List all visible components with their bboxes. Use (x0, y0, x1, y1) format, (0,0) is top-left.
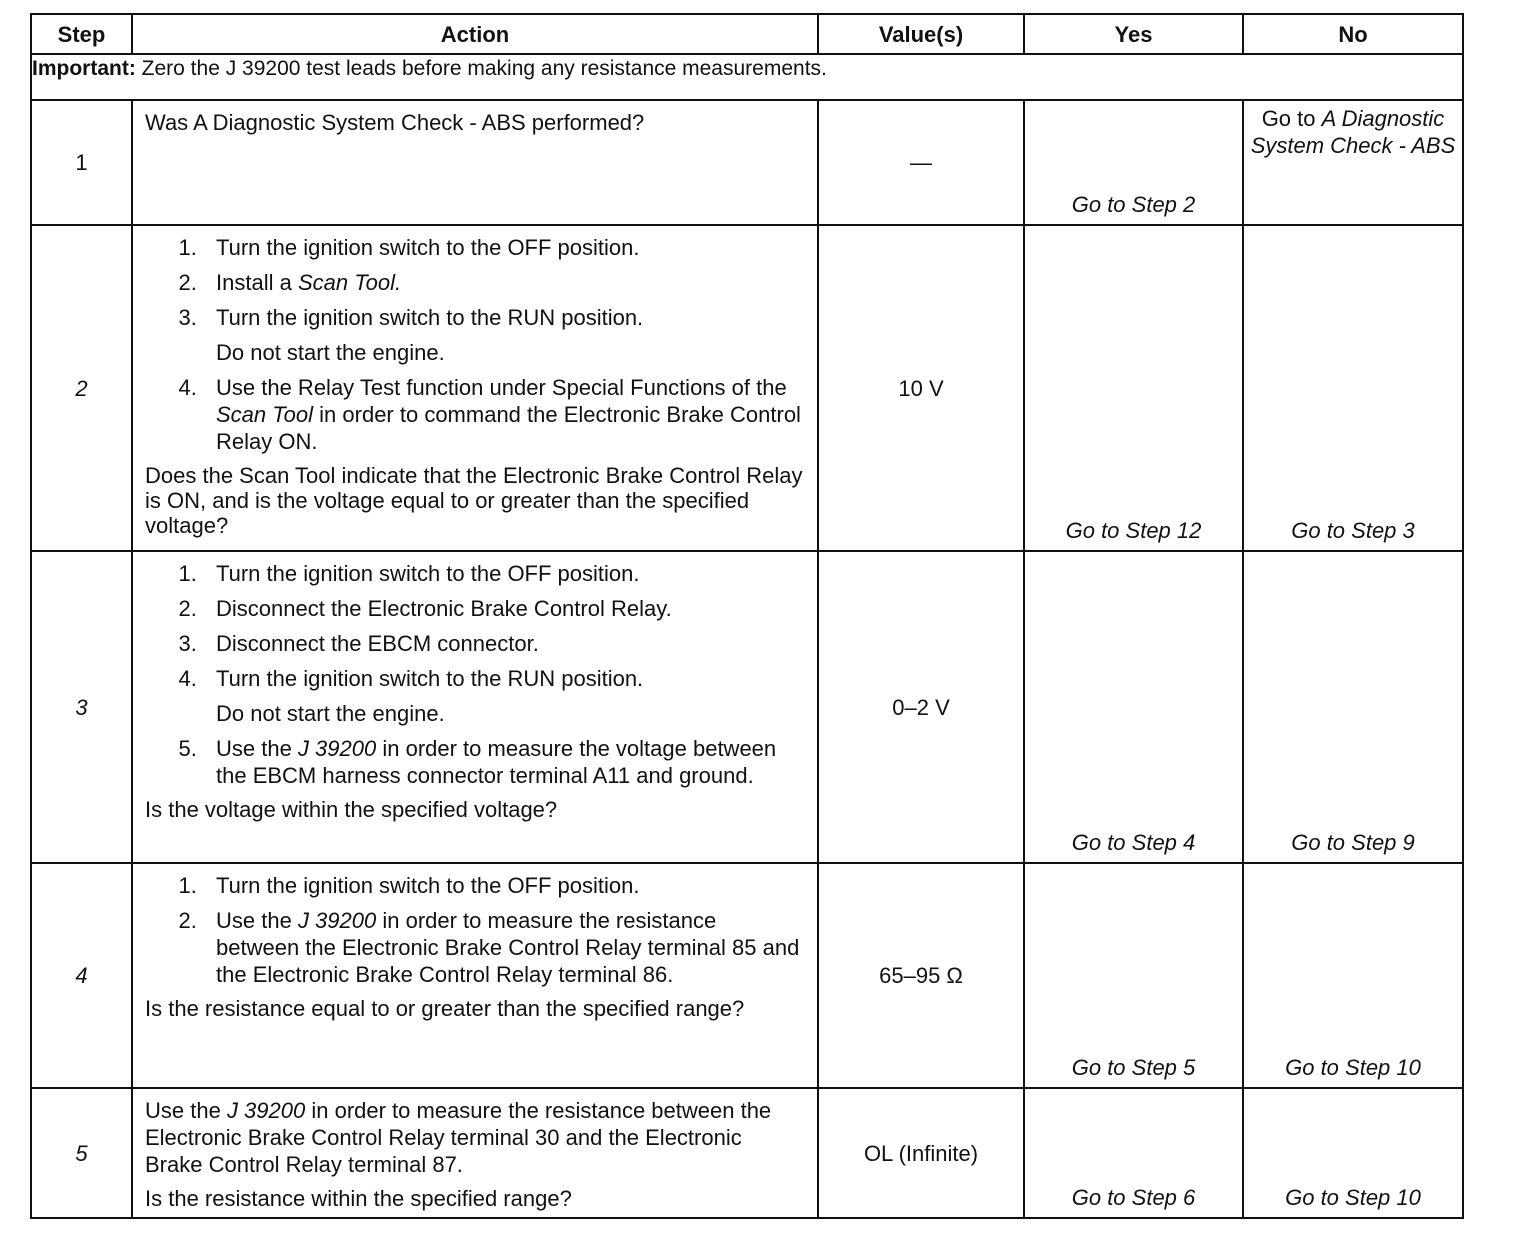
no-italic: A Diagnostic System Check - ABS (1250, 106, 1456, 158)
header-yes: Yes (1024, 14, 1243, 54)
action-list (145, 872, 805, 988)
list-item-text: Use the (216, 736, 298, 761)
list-item: 3. Disconnect the EBCM connector. (203, 630, 805, 657)
action-question: Is the voltage within the specified voltage? (145, 797, 558, 822)
list-item-italic: J 39200 (297, 908, 377, 933)
list-item-subtext: Do not start the engine. (216, 340, 445, 365)
list-item (203, 907, 805, 988)
action-list (145, 234, 805, 455)
no-cell: Go to Step 10 (1243, 1088, 1463, 1218)
header-step: Step (31, 14, 132, 54)
step-number: 3 (31, 551, 132, 863)
action-question: Is the resistance within the specified range? (145, 1186, 572, 1211)
action-question: Is the resistance equal to or greater than the specified range? (145, 996, 745, 1021)
header-values: Value(s) (818, 14, 1024, 54)
table-row-step-2 (31, 225, 1463, 551)
header-row (31, 14, 1463, 54)
action-cell (132, 225, 818, 551)
action-question: Does the Scan Tool indicate that the Electronic Brake Control Relay is ON, and is the voltage equal to or greater than the specified voltage? (145, 463, 803, 538)
list-item-text: Install a (216, 270, 298, 295)
list-item-text: Turn the ignition switch to the RUN position. (216, 305, 644, 330)
list-item (203, 665, 805, 727)
list-item-text: Use the Relay Test function under Special Functions of the (216, 375, 787, 400)
action-text (145, 1097, 805, 1178)
action-cell: Was A Diagnostic System Check - ABS performed? (132, 100, 818, 225)
action-text-prefix: Use the (145, 1098, 227, 1123)
header-no: No (1243, 14, 1463, 54)
header-action: Action (132, 14, 818, 54)
action-cell (132, 551, 818, 863)
value-cell: 0–2 V (818, 551, 1024, 863)
value-cell: OL (Infinite) (818, 1088, 1024, 1218)
list-item-subtext: Do not start the engine. (216, 701, 445, 726)
list-item (203, 304, 805, 366)
step-number: 5 (31, 1088, 132, 1218)
yes-cell: Go to Step 12 (1024, 225, 1243, 551)
table-row-step-1 (31, 100, 1463, 225)
list-item-text: in order to command the Electronic Brake Control Relay ON. (216, 402, 801, 454)
action-text-italic: J 39200 (226, 1098, 306, 1123)
action-cell (132, 1088, 818, 1218)
step-number: 1 (31, 100, 132, 225)
step-number: 2 (31, 225, 132, 551)
no-cell: Go to Step 9 (1243, 551, 1463, 863)
list-item-italic: Scan Tool (216, 402, 314, 427)
yes-cell: Go to Step 2 (1024, 100, 1243, 225)
list-item: 1. Turn the ignition switch to the OFF position. (203, 560, 805, 587)
value-cell: — (818, 100, 1024, 225)
no-prefix: Go to (1261, 106, 1322, 131)
yes-cell: Go to Step 4 (1024, 551, 1243, 863)
table-row-step-4 (31, 863, 1463, 1088)
no-cell: Go to Step 10 (1243, 863, 1463, 1088)
action-list (145, 560, 805, 789)
table-row-step-3 (31, 551, 1463, 863)
value-cell: 65–95 Ω (818, 863, 1024, 1088)
list-item-italic: Scan Tool. (297, 270, 402, 295)
important-label: Important: (32, 57, 136, 80)
list-item (203, 735, 805, 789)
action-text-rest: in order to measure the resistance between the Electronic Brake Control Relay terminal 30 and the Electronic Brake Control Relay terminal 87. (145, 1098, 772, 1177)
no-cell: Go to Step 3 (1243, 225, 1463, 551)
table-row-step-5 (31, 1088, 1463, 1218)
diagnostic-table (30, 13, 1464, 1219)
important-note-row (31, 54, 1463, 100)
list-item-text: in order to measure the resistance between the Electronic Brake Control Relay terminal 85 and the Electronic Brake Control Relay terminal 86. (216, 908, 800, 987)
important-note (31, 54, 1463, 100)
list-item: 1. Turn the ignition switch to the OFF position. (203, 234, 805, 261)
list-item: 2. Disconnect the Electronic Brake Control Relay. (203, 595, 805, 622)
list-item-text: Use the (216, 908, 298, 933)
value-cell: 10 V (818, 225, 1024, 551)
list-item-italic: J 39200 (297, 736, 377, 761)
list-item (203, 269, 805, 296)
list-item: 1. Turn the ignition switch to the OFF position. (203, 872, 805, 899)
important-text: Zero the J 39200 test leads before making any resistance measurements. (135, 57, 827, 80)
no-cell (1243, 100, 1463, 225)
yes-cell: Go to Step 5 (1024, 863, 1243, 1088)
list-item (203, 374, 805, 455)
action-cell (132, 863, 818, 1088)
list-item-text: Turn the ignition switch to the RUN position. (216, 666, 644, 691)
list-item-text: in order to measure the voltage between the EBCM harness connector terminal A11 and ground. (216, 736, 777, 788)
step-number: 4 (31, 863, 132, 1088)
yes-cell: Go to Step 6 (1024, 1088, 1243, 1218)
